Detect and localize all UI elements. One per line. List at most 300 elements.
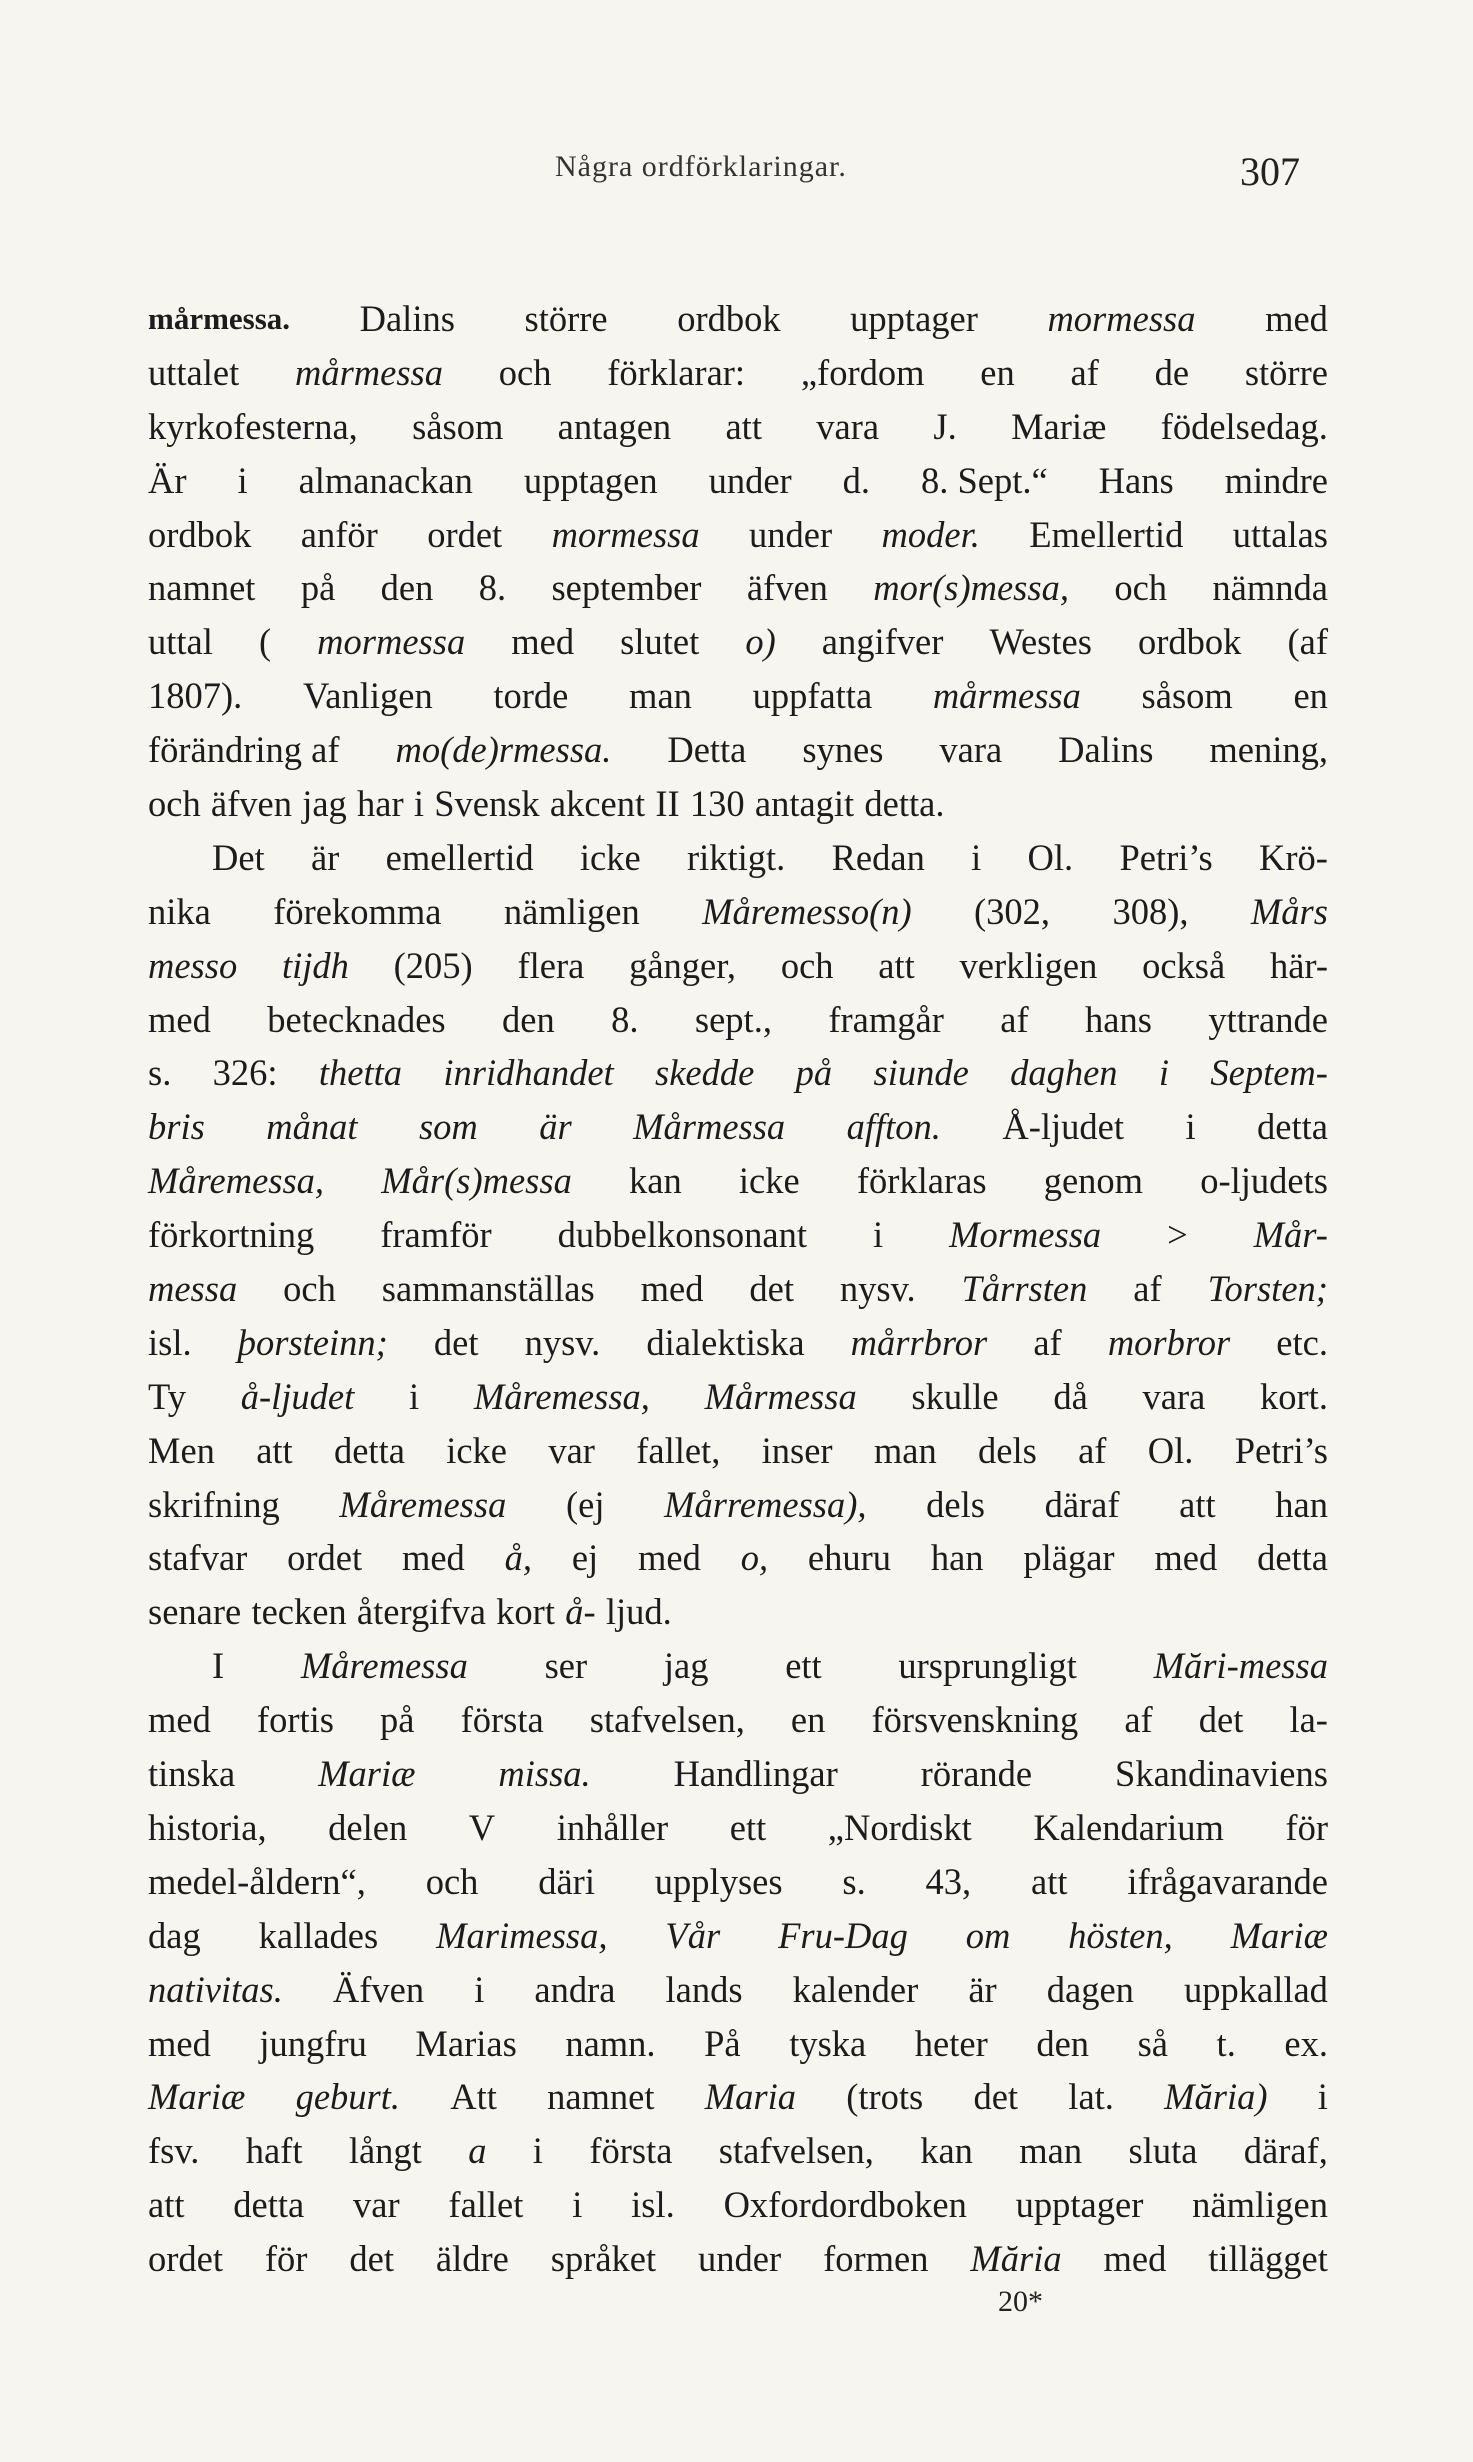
word: isl.: [148, 1321, 192, 1363]
text-line: [148, 346, 1328, 400]
word: Handlingar: [673, 1753, 838, 1795]
italic-word: Mår(s)messa: [381, 1160, 572, 1202]
text-line: [148, 885, 1328, 939]
italic-word: Septem-: [1210, 1052, 1328, 1094]
word: 1807).: [148, 675, 243, 717]
italic-word: affton.: [846, 1106, 941, 1148]
word: t.: [1216, 2022, 1236, 2064]
word: hans: [1085, 998, 1152, 1040]
word: I: [212, 1645, 225, 1687]
word: uttal: [148, 621, 213, 663]
word: la-: [1289, 1699, 1328, 1741]
word: han: [930, 1537, 984, 1579]
word: ordbok: [148, 513, 252, 555]
word: det: [973, 2076, 1019, 2118]
word: senare: [148, 1591, 242, 1633]
text-line: [148, 400, 1328, 454]
word: s.: [148, 1052, 172, 1094]
word: formen: [823, 2238, 929, 2280]
word: uttalas: [1232, 513, 1328, 555]
word: såsom: [1141, 675, 1233, 717]
word: september: [551, 567, 702, 609]
word: icke: [738, 1160, 800, 1202]
word: man: [873, 1429, 937, 1471]
italic-word: bris: [148, 1106, 205, 1148]
italic-word: morbror: [1107, 1321, 1231, 1363]
word: det: [349, 2238, 394, 2280]
word: vara: [1142, 1375, 1206, 1417]
word: sept.,: [694, 998, 772, 1040]
word: angifver: [821, 621, 944, 663]
word: Marias: [415, 2022, 517, 2064]
italic-word: mårmessa: [294, 351, 444, 393]
text-line: [148, 723, 1328, 777]
word: genom: [1043, 1160, 1144, 1202]
word: däri: [538, 1860, 595, 1902]
italic-word: Mårremessa),: [664, 1483, 867, 1525]
word: kort.: [1260, 1375, 1328, 1417]
word: medel-åldern“,: [148, 1860, 366, 1902]
word: däraf,: [1243, 2130, 1328, 2172]
word: Ol.: [1027, 836, 1074, 878]
word: Redan: [831, 836, 925, 878]
word: stafvelsen,: [718, 2130, 874, 2172]
text-line: [148, 1370, 1328, 1424]
word: af: [1133, 1268, 1162, 1310]
word: förändring af: [148, 729, 340, 771]
word: andra: [534, 1968, 616, 2010]
page-number: 307: [1240, 149, 1300, 194]
word: 326:: [212, 1052, 278, 1094]
word: framför: [380, 1214, 492, 1256]
italic-word: daghen: [1010, 1052, 1118, 1094]
word: Oxfordordboken: [723, 2184, 967, 2226]
word: med: [638, 1537, 701, 1579]
word: första: [589, 2130, 673, 2172]
italic-word: Mår-: [1253, 1214, 1328, 1256]
word: i: [413, 783, 424, 825]
word: den: [1036, 2022, 1090, 2064]
text-line: [148, 1316, 1328, 1370]
word: så: [1137, 2022, 1168, 2064]
text-line: [148, 1208, 1328, 1262]
word: i: [572, 2184, 583, 2226]
word: fallet,: [636, 1429, 721, 1471]
italic-word: Mariæ: [318, 1753, 416, 1795]
word: Dalins: [1058, 729, 1154, 771]
word: Kalendarium: [1033, 1806, 1224, 1848]
word: V: [468, 1806, 496, 1848]
word: Men: [148, 1429, 215, 1471]
text-line: [148, 939, 1328, 993]
word: uppkallad: [1184, 1968, 1328, 2010]
word: det: [433, 1321, 479, 1363]
word: mening,: [1209, 729, 1328, 771]
word: af: [1124, 1699, 1153, 1741]
italic-word: mormessa: [317, 621, 466, 663]
word: dag: [148, 1914, 201, 1956]
word: för: [264, 2238, 308, 2280]
word: uppfatta: [752, 675, 873, 717]
word: Ol.: [1147, 1429, 1194, 1471]
word: med: [640, 1268, 704, 1310]
word: Är: [148, 459, 187, 501]
text-line: [148, 2070, 1328, 2124]
text-line: [148, 561, 1328, 615]
word: i: [474, 1968, 485, 2010]
word: däraf: [1044, 1483, 1120, 1525]
word: (302,: [974, 890, 1051, 932]
word: ljud.: [605, 1591, 672, 1633]
italic-word: mormessa: [1047, 298, 1196, 339]
word: Petri’s: [1119, 836, 1213, 878]
word: (af: [1287, 621, 1328, 663]
italic-word: thetta: [318, 1052, 403, 1094]
italic-word: nativitas.: [148, 1968, 283, 2010]
word: under: [749, 513, 833, 555]
word: 43,: [925, 1860, 972, 1902]
text-line: [148, 2232, 1328, 2286]
word: förklaras: [856, 1160, 987, 1202]
italic-word: Măria): [1164, 2076, 1268, 2118]
word: kyrkofesterna,: [148, 405, 358, 447]
italic-word: Vår: [665, 1914, 721, 1956]
italic-word: messa: [148, 1268, 238, 1310]
word: icke: [579, 836, 641, 878]
italic-word: o): [745, 621, 776, 663]
word: Att: [450, 2076, 497, 2118]
word: och: [425, 1860, 479, 1902]
word: namn.: [565, 2022, 656, 2064]
word: Å-ljudet: [1002, 1106, 1125, 1148]
word: med: [401, 1537, 465, 1579]
headword: mårmessa.: [148, 301, 291, 336]
word: upptager: [850, 298, 978, 339]
text-line: [148, 2124, 1328, 2178]
word: 8.: [611, 998, 639, 1040]
word: på: [380, 1699, 415, 1741]
italic-word: moder.: [881, 513, 980, 555]
word: i: [408, 1375, 420, 1417]
word: Dalins: [359, 298, 455, 339]
word: nämligen: [1192, 2184, 1328, 2226]
word: ordet: [287, 1537, 363, 1579]
word: förklarar:: [607, 351, 746, 393]
word: akcent: [549, 783, 646, 825]
word: förekomma: [273, 890, 442, 932]
word: kan: [629, 1160, 682, 1202]
italic-word: þorsteinn;: [237, 1321, 388, 1363]
word: äfven: [746, 567, 828, 609]
word: dialektiska: [646, 1321, 805, 1363]
italic-word: på: [795, 1052, 833, 1094]
word: detta.: [864, 783, 945, 825]
word: jag: [663, 1645, 709, 1687]
italic-word: Mormessa: [949, 1214, 1102, 1256]
word: är: [968, 1968, 997, 2010]
word: (205): [393, 944, 473, 986]
italic-word: mårrbror: [850, 1321, 988, 1363]
word: >: [1167, 1214, 1188, 1256]
word: stafvar: [148, 1537, 248, 1579]
italic-word: hösten,: [1068, 1914, 1173, 1956]
text-line: [148, 669, 1328, 723]
word: plägar: [1023, 1537, 1115, 1579]
italic-word: månat: [266, 1106, 358, 1148]
word: ordet: [148, 2238, 223, 2280]
word: att: [1031, 1860, 1068, 1902]
text-line: [148, 993, 1328, 1047]
word: antagit: [754, 783, 855, 825]
text-line: [148, 831, 1328, 885]
word: detta: [233, 2184, 305, 2226]
word: kort: [496, 1591, 555, 1633]
italic-word: Mårmessa: [704, 1375, 857, 1417]
word: äldre: [435, 2238, 509, 2280]
word: Vanligen: [302, 675, 433, 717]
word: under: [698, 2238, 782, 2280]
word: Westes: [989, 621, 1092, 663]
italic-word: a: [468, 2130, 487, 2172]
word: med: [1103, 2238, 1167, 2280]
text-line: [148, 1801, 1328, 1855]
italic-word: å-ljudet: [240, 1375, 355, 1417]
word: för: [1285, 1806, 1328, 1848]
word: lands: [665, 1968, 743, 2010]
italic-word: o,: [740, 1537, 769, 1579]
italic-word: missa.: [498, 1753, 591, 1795]
italic-word: mo(de)rmessa.: [395, 729, 612, 771]
italic-word: Mårmessa: [633, 1106, 786, 1148]
word: anför: [300, 513, 378, 555]
word: är: [310, 836, 340, 878]
word: af: [1078, 1429, 1107, 1471]
word: Petri’s: [1234, 1429, 1328, 1471]
word: det: [749, 1268, 794, 1310]
text-line: [148, 2017, 1328, 2071]
word: Skandinaviens: [1115, 1753, 1328, 1795]
word: verkligen: [959, 944, 1098, 986]
word: kan: [920, 2130, 973, 2172]
text-line: [148, 508, 1328, 562]
word: och: [148, 783, 201, 825]
word: delen: [328, 1806, 408, 1848]
word: etc.: [1276, 1321, 1328, 1363]
italic-word: tijdh: [281, 944, 349, 986]
italic-word: Måremessa: [300, 1645, 468, 1687]
italic-word: Maria: [704, 2076, 796, 2118]
word: (trots: [846, 2076, 924, 2118]
word: tinska: [148, 1753, 236, 1795]
text-line: [148, 1585, 1328, 1639]
word: af: [1000, 998, 1029, 1040]
italic-word: Måremesso(n): [702, 890, 912, 932]
italic-word: siunde: [873, 1052, 969, 1094]
text-line: [148, 292, 1328, 346]
word: kalender: [792, 1968, 919, 2010]
word: här-: [1269, 944, 1328, 986]
word: var: [548, 1429, 595, 1471]
word: upptagen: [523, 459, 658, 501]
word: var: [353, 2184, 400, 2226]
word: torde: [493, 675, 569, 717]
word: 8.: [478, 567, 507, 609]
word: och: [780, 944, 834, 986]
word: med: [148, 2022, 211, 2064]
word: heter: [914, 2022, 988, 2064]
italic-word: Mariæ: [1230, 1914, 1328, 1956]
word: nika: [148, 890, 211, 932]
word: i: [971, 836, 982, 878]
word: ehuru: [807, 1537, 891, 1579]
word: 8. Sept.“: [920, 459, 1048, 501]
word: man: [629, 675, 692, 717]
word: med: [148, 1699, 211, 1741]
word: de: [1154, 351, 1190, 393]
word: en: [980, 351, 1015, 393]
italic-word: Måremessa,: [473, 1375, 650, 1417]
running-header: Några ordförklaringar.: [555, 150, 847, 183]
word: Hans: [1098, 459, 1174, 501]
word: Äfven: [332, 1968, 425, 2010]
word: 130: [689, 783, 745, 825]
word: i: [872, 1214, 884, 1256]
word: Krö-: [1259, 836, 1328, 878]
italic-word: Måremessa: [339, 1483, 507, 1525]
word: af: [1070, 351, 1099, 393]
italic-word: Tårrsten: [961, 1268, 1088, 1310]
text-line: [148, 2178, 1328, 2232]
word: den: [380, 567, 434, 609]
word: han: [1275, 1483, 1328, 1525]
word: lat.: [1068, 2076, 1114, 2118]
text-line: [148, 1478, 1328, 1532]
word: isl.: [631, 2184, 675, 2226]
word: upptager: [1015, 2184, 1144, 2226]
word: detta: [1257, 1106, 1328, 1148]
word: en: [790, 1699, 826, 1741]
text-line: [148, 1262, 1328, 1316]
word: ifrågavarande: [1127, 1860, 1328, 1902]
word: äfven: [210, 783, 292, 825]
word: emellertid: [385, 836, 534, 878]
text-line: [148, 1531, 1328, 1585]
word: sluta: [1128, 2130, 1198, 2172]
word: kallades: [258, 1914, 379, 1956]
word: första: [460, 1699, 544, 1741]
italic-word: Marimessa,: [436, 1914, 608, 1956]
word: återgifva: [356, 1591, 486, 1633]
word: skulle: [911, 1375, 999, 1417]
word: riktigt.: [686, 836, 786, 878]
word: i: [237, 459, 248, 501]
italic-word: om: [965, 1914, 1011, 1956]
word: J.: [933, 405, 957, 447]
italic-word: Mariæ: [148, 2076, 246, 2118]
word: „fordom: [800, 351, 925, 393]
word: o-ljudets: [1200, 1160, 1328, 1202]
word: tillägget: [1208, 2238, 1328, 2280]
italic-word: mårmessa: [932, 675, 1081, 717]
italic-word: å-: [565, 1591, 596, 1633]
italic-word: å,: [504, 1537, 533, 1579]
word: har: [357, 783, 404, 825]
word: historia,: [148, 1806, 267, 1848]
word: sammanställas: [381, 1268, 595, 1310]
italic-word: Fru-Dag: [778, 1914, 908, 1956]
word: i: [532, 2130, 543, 2172]
word: detta: [333, 1429, 405, 1471]
text-line: [148, 1909, 1328, 1963]
word: Detta: [667, 729, 747, 771]
word: upplyses: [654, 1860, 783, 1902]
word: af: [1033, 1321, 1062, 1363]
word: och: [1114, 567, 1168, 609]
word: d.: [842, 459, 871, 501]
word: namnet: [547, 2076, 655, 2118]
word: förkortning: [148, 1214, 315, 1256]
italic-word: Måremessa,: [148, 1160, 325, 1202]
word: språket: [550, 2238, 657, 2280]
word: uttalet: [148, 351, 240, 393]
word: rörande: [920, 1753, 1033, 1795]
word: almanackan: [298, 459, 473, 501]
word: nysv.: [524, 1321, 601, 1363]
word: gånger,: [629, 944, 737, 986]
italic-word: Torsten;: [1207, 1268, 1328, 1310]
word: såsom: [412, 405, 504, 447]
word: inhåller: [556, 1806, 669, 1848]
word: detta: [1257, 1537, 1328, 1579]
word: försvenskning: [871, 1699, 1079, 1741]
word: skrifning: [148, 1483, 280, 1525]
word: mindre: [1224, 459, 1328, 501]
word: ett: [729, 1806, 767, 1848]
word: ordbok: [677, 298, 781, 339]
text-line: [148, 777, 1328, 831]
word: under: [708, 459, 792, 501]
word: ett: [785, 1645, 822, 1687]
word: fsv.: [148, 2130, 200, 2172]
word: med: [511, 621, 575, 663]
word: „Nordiskt: [827, 1806, 972, 1848]
word: ser: [544, 1645, 588, 1687]
word: namnet: [148, 567, 256, 609]
italic-word: i: [1158, 1052, 1170, 1094]
word: jag: [302, 783, 347, 825]
word: vara: [816, 405, 880, 447]
text-line: [148, 454, 1328, 508]
word: (: [258, 621, 272, 663]
word: tecken: [251, 1591, 347, 1633]
word: II: [655, 783, 680, 825]
italic-word: skedde: [655, 1052, 755, 1094]
word: med: [1154, 1537, 1218, 1579]
word: ursprungligt: [898, 1645, 1077, 1687]
word: med: [148, 998, 211, 1040]
word: på: [300, 567, 336, 609]
italic-word: är: [539, 1106, 572, 1148]
word: flera: [517, 944, 585, 986]
word: att: [725, 405, 762, 447]
italic-word: inridhandet: [443, 1052, 614, 1094]
word: På: [704, 2022, 741, 2064]
word: framgår: [828, 998, 944, 1040]
italic-word: mormessa: [551, 513, 700, 555]
text-line: [148, 1154, 1328, 1208]
word: i: [1317, 2076, 1328, 2118]
printer-signature: 20*: [998, 2285, 1043, 2318]
